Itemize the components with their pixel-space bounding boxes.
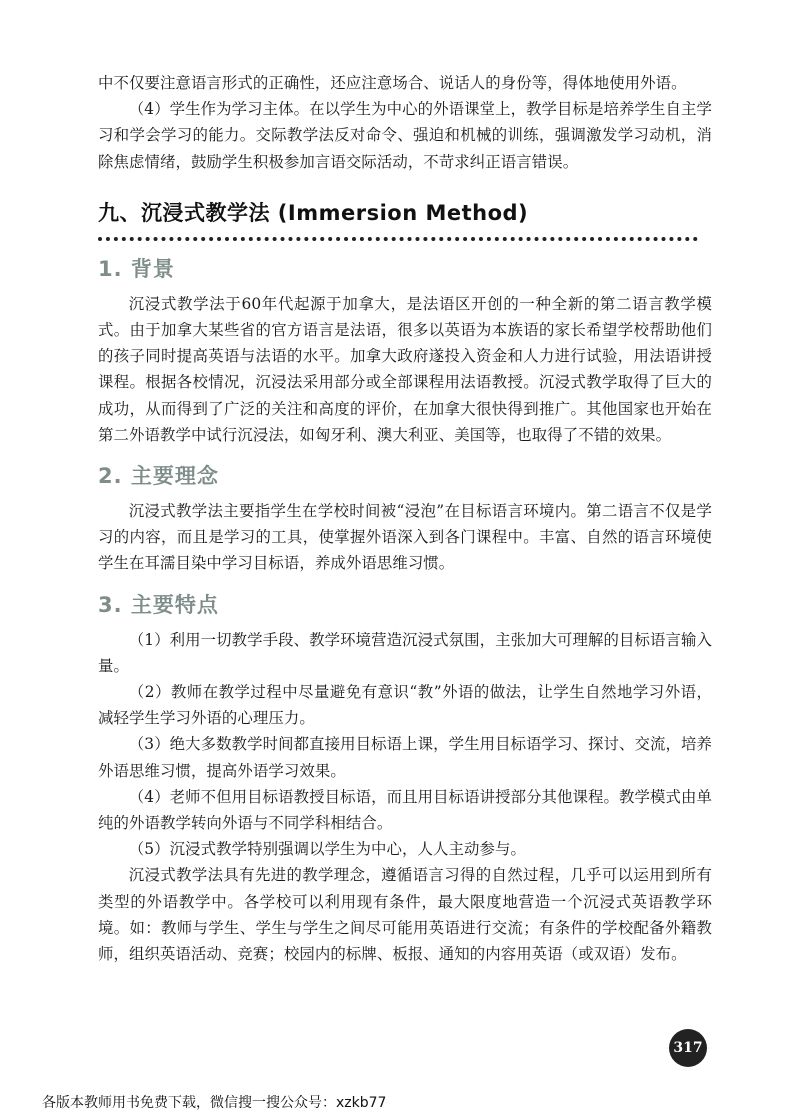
feature-item-5: （5）沉浸式教学特别强调以学生为中心，人人主动参与。 (128, 840, 526, 859)
page-number-badge: 317 (669, 1029, 707, 1067)
page-body (98, 70, 712, 967)
feature-item-2: （2）教师在教学过程中尽量避免有意识“教”外语的做法，让学生自然地学习外语，减轻学生学习外语的心理压力。 (98, 683, 712, 728)
paragraph-point-4: （4）学生作为学习主体。在以学生为中心的外语课堂上，教学目标是培养学生自主学习和学会学习的能力。交际教学法反对命令、强迫和机械的训练，强调激发学习动机，消除焦虑情绪，鼓励学生积极参加言语交际活动，不苛求纠正语言错误。 (98, 100, 712, 171)
heading-main-concept: 2. 主要理念 (98, 464, 219, 489)
dotted-divider (98, 237, 698, 241)
feature-item-1: （1）利用一切教学手段、教学环境营造沉浸式氛围，主张加大可理解的目标语言输入量。 (98, 630, 712, 675)
feature-item-3: （3）绝大多数教学时间都直接用目标语上课，学生用目标语学习、探讨、交流，培养外语思维习惯，提高外语学习效果。 (98, 735, 712, 780)
paragraph-main-concept: 沉浸式教学法主要指学生在学校时间被“浸泡”在目标语言环境内。第二语言不仅是学习的内容，而且是学习的工具，使掌握外语深入到各门课程中。丰富、自然的语言环境使学生在耳濡目染中学习目标语，养成外语思维习惯。 (98, 502, 712, 573)
feature-item-4: （4）老师不但用目标语教授目标语，而且用目标语讲授部分其他课程。教学模式由单纯的外语教学转向外语与不同学科相结合。 (98, 787, 712, 833)
paragraph-background: 沉浸式教学法于60年代起源于加拿大，是法语区开创的一种全新的第二语言教学模式。由于加拿大某些省的官方语言是法语，很多以英语为本族语的家长希望学校帮助他们的孩子同时提高英语与法语的水平。加拿大政府遂投入资金和人力进行试验，用法语讲授课程。根据各校情况，沉浸法采用部分或全部课程用法语教授。沉浸式教学取得了巨大的成功，从而得到了广泛的关注和高度的评价，在加拿大很快得到推广。其他国家也开始在第二外语教学中试行沉浸法，如匈牙利、澳大利亚、美国等，也取得了不错的效果。 (98, 294, 712, 444)
heading-main-features: 3. 主要特点 (98, 592, 219, 617)
section-title: 九、沉浸式教学法 (Immersion Method) (98, 200, 529, 225)
paragraph-closing: 沉浸式教学法具有先进的教学理念，遵循语言习得的自然过程，几乎可以运用到所有类型的外语教学中。各学校可以利用现有条件，最大限度地营造一个沉浸式英语教学环境。如：教师与学生、学生与学生之间尽可能用英语进行交流；有条件的学校配备外籍教师，组织英语活动、竞赛；校园内的标牌、板报、通知的内容用英语（或双语）发布。 (98, 866, 712, 964)
footer-note: 各版本教师用书免费下载，微信搜一搜公众号：xzkb77 (42, 1095, 387, 1111)
paragraph-continued: 中不仅要注意语言形式的正确性，还应注意场合、说话人的身份等，得体地使用外语。 (98, 74, 687, 92)
heading-background: 1. 背景 (98, 256, 175, 281)
